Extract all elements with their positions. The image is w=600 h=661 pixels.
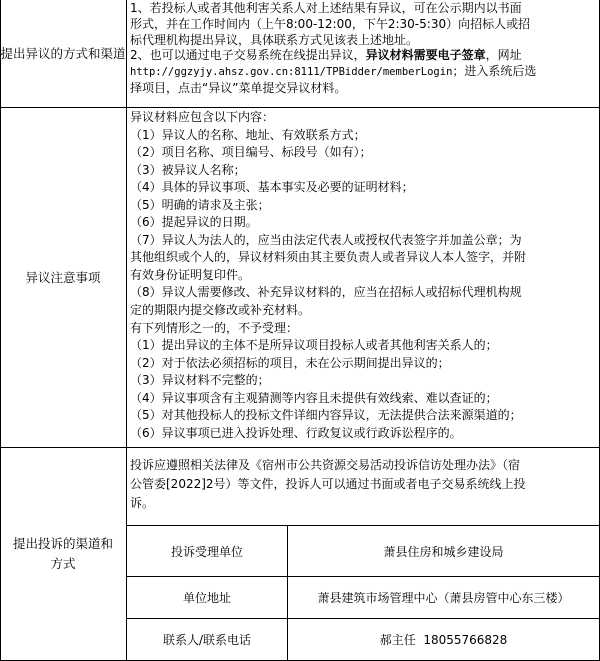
complaint-channel-label (0, 534, 126, 574)
objection-notes-content (130, 109, 598, 442)
text-line: 有效身份证明复印件。 (130, 267, 251, 282)
text-line: （3）被异议人名称； (130, 162, 246, 177)
text-line: 公管委[2022]2号）等文件，投诉人可以通过书面或者电子交易系统线上投 (130, 477, 526, 491)
system-url-link[interactable]: http://ggzyjy.ahsz.gov.cn:8111/TPBidder/memberLogin (130, 66, 453, 79)
text-line: 其他组织或个人的，异议材料须由其主要负责人或者异议人本人签字，并附 (130, 250, 527, 265)
complaint-intro (130, 456, 598, 513)
text-line: 诉。 (130, 496, 155, 510)
text-line: 1、若投标人或者其他利害关系人对上述结果有异议，可在公示期内以书面 (130, 1, 522, 15)
text-line: （2）项目名称、项目编号、标段号（如有）； (130, 145, 372, 160)
text-line: http://ggzyjy.ahsz.gov.cn:8111/TPBidder/memberLogin；进入系统后选 (130, 64, 537, 79)
label-line: 方式 (50, 556, 76, 571)
contact-value-agency: 萧县住房和城乡建设局 (383, 544, 504, 559)
objection-channel-label: 提出异议的方式和渠道 (0, 46, 126, 61)
text-line: （5）明确的请求及主张； (130, 197, 270, 212)
contact-value-person: 郝主任 18055766828 (379, 633, 508, 647)
text-line: 择项目，点击“异议”菜单提交异议材料。 (130, 80, 347, 95)
text-line: 定的期限内提交修改或补充材料。 (130, 303, 311, 318)
emphasis-text: 异议材料需要电子签章 (365, 48, 486, 63)
text-line: （2）对于依法必须招标的项目，未在公示期间提出异议的； (130, 355, 450, 370)
text-line: （8）异议人需要修改、补充异议材料的，应当在招标人或招标代理机构规 (130, 285, 522, 300)
text-line: 有下列情形之一的，不予受理： (130, 320, 299, 335)
contact-key-person: 联系人/联系电话 (162, 633, 252, 647)
text-line: （4）异议事项含有主观猜测等内容且未提供有效线索、难以查证的； (130, 390, 498, 405)
contact-key-agency: 投诉受理单位 (170, 544, 243, 559)
text-line: （6）异议事项已进入投诉处理、行政复议或行政诉讼程序的。 (130, 425, 462, 440)
objection-notes-label: 异议注意事项 (25, 270, 101, 285)
text-line: （1）异议人的名称、地址、有效联系方式； (130, 127, 366, 142)
contact-key-address: 单位地址 (182, 591, 231, 605)
text-line: （1）提出异议的主体不是所异议项目投标人或者其他利害关系人的； (130, 338, 498, 353)
label-line: 提出投诉的渠道和 (12, 536, 113, 551)
text-line: 异议材料应包含以下内容： (130, 110, 275, 124)
text-line: （5）对其他投标人的投标文件详细内容异议，无法提供合法来源渠道的； (130, 408, 522, 423)
contact-value-address: 萧县建筑市场管理中心（萧县房管中心东三楼） (317, 591, 570, 605)
objection-channel-content (130, 1, 598, 97)
text-line: 标代理机构提出异议，具体联系方式见该表上述地址。 (130, 32, 419, 47)
text-line: （7）异议人为法人的，应当由法定代表人或授权代表签字并加盖公章；为 (130, 232, 522, 247)
text-line: 投诉应遵照相关法律及《宿州市公共资源交易活动投诉信访处理办法》（宿 (130, 458, 521, 472)
text-line: （4）具体的异议事项、基本事实及必要的证明材料； (130, 180, 414, 195)
text-line: （3）异议材料不完整的； (130, 373, 270, 388)
text-line: （6）提起异议的日期。 (130, 215, 258, 230)
text-line: 2、也可以通过电子交易系统在线提出异议，异议材料需要电子签章，网址 (130, 48, 522, 63)
text-line: 形式，并在工作时间内（上午8:00-12:00，下午2:30-5:30）向招标人或招 (130, 16, 531, 31)
